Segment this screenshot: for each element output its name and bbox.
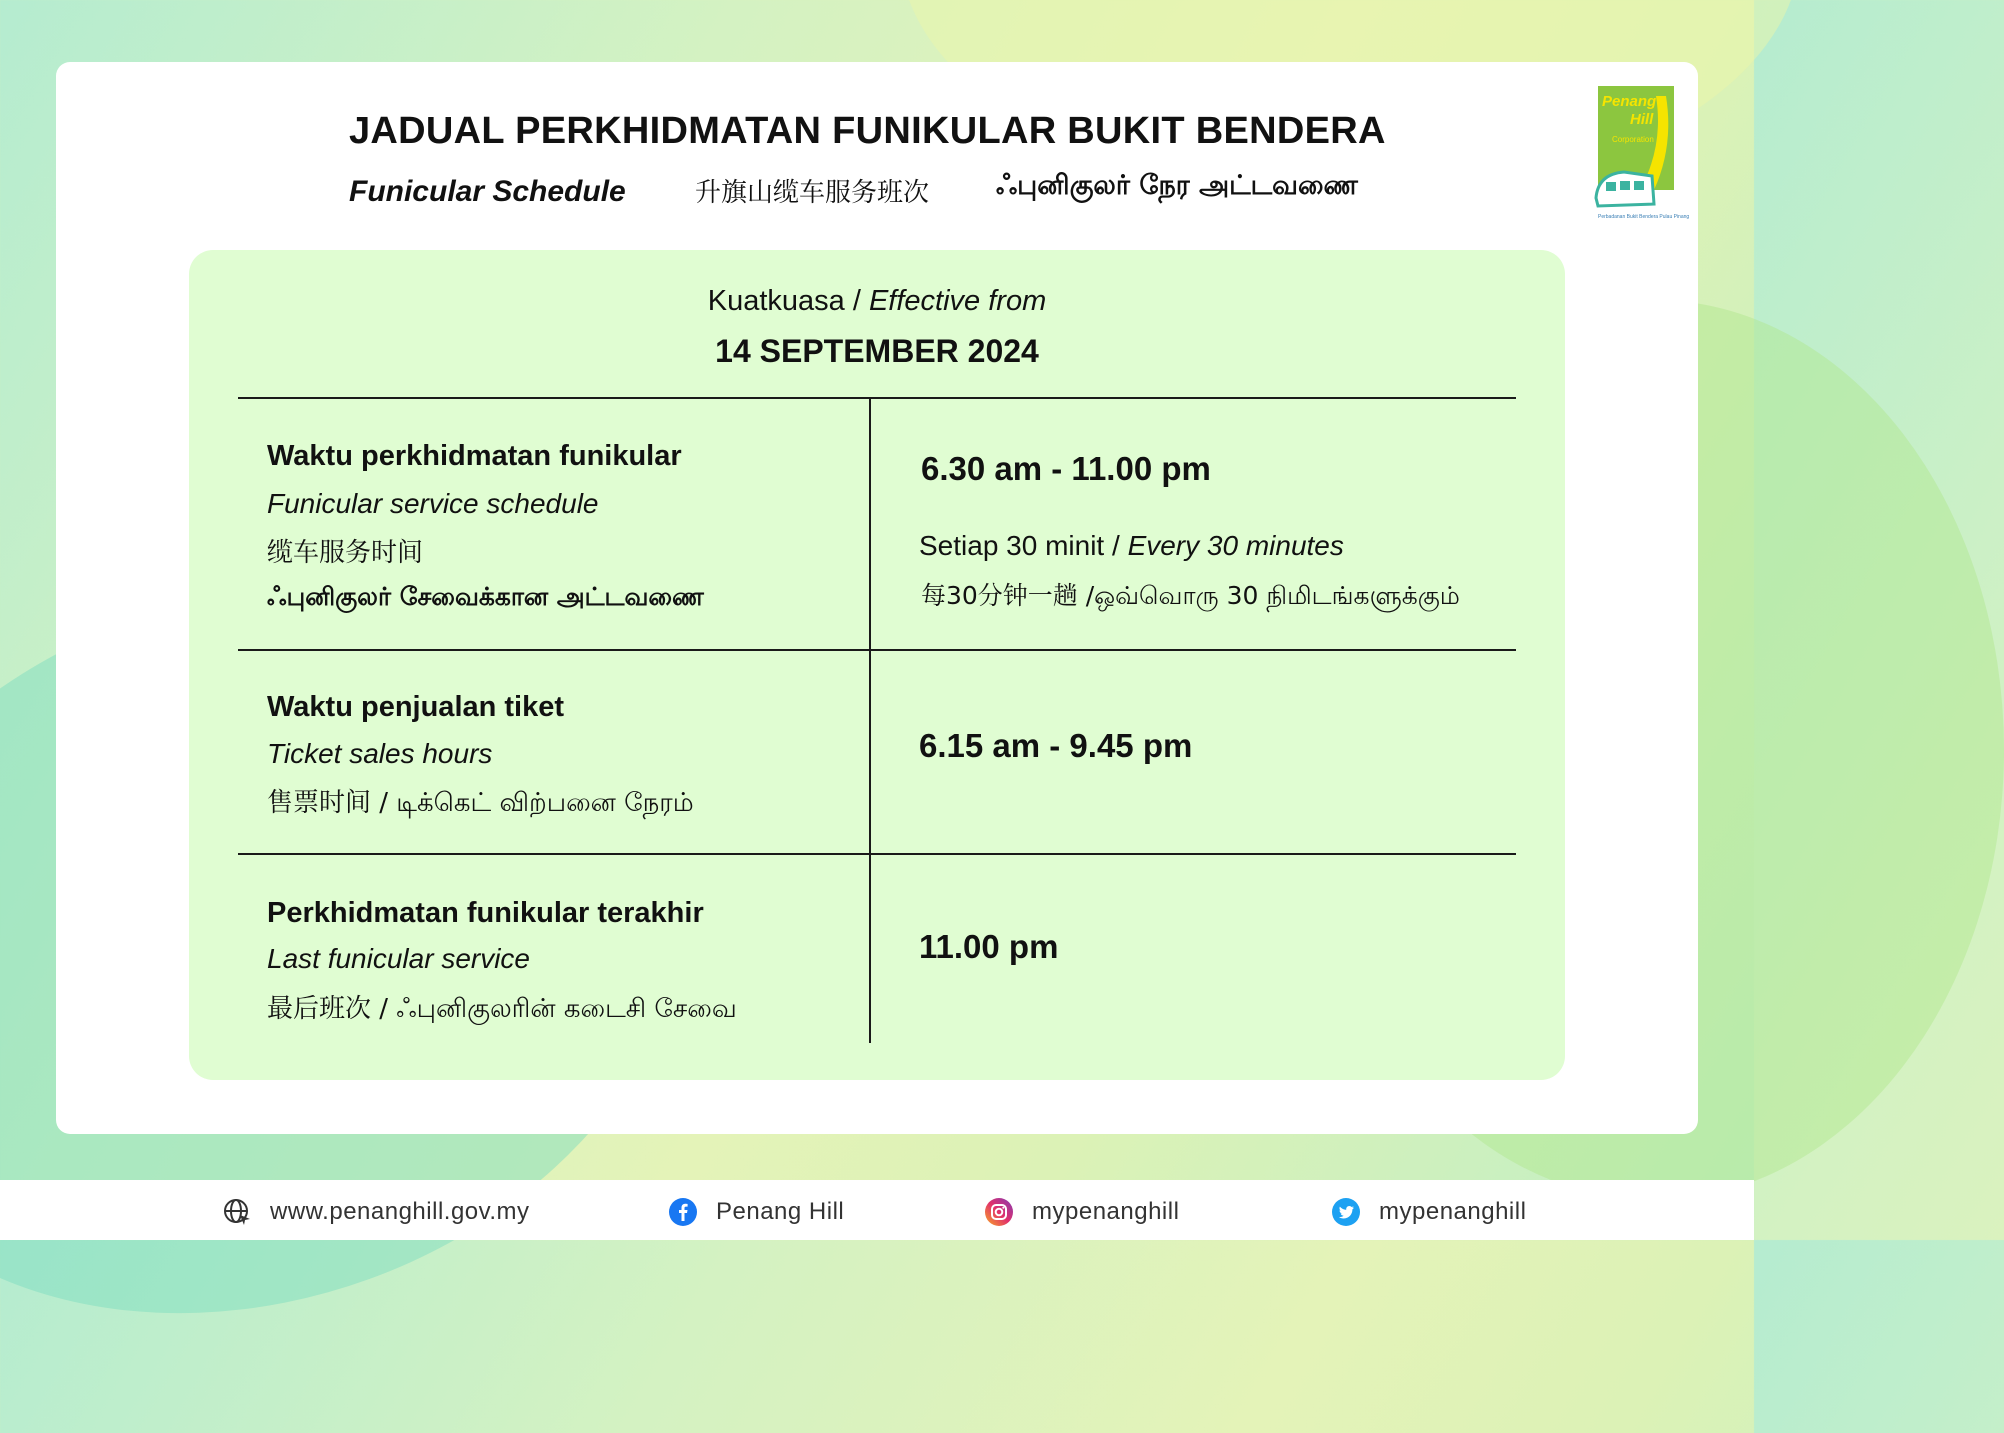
penang-hill-logo [1594,86,1690,222]
logo-text-hill: Hill [1630,111,1654,128]
twitter-link[interactable]: mypenanghill [1379,1198,1527,1225]
logo-text-corporation: Corporation [1612,135,1654,144]
table-divider [238,397,1516,399]
table-column-divider [869,397,871,1043]
effective-date: 14 SEPTEMBER 2024 [715,333,1039,369]
last-service-value: 11.00 pm [919,928,1059,965]
page-title: JADUAL PERKHIDMATAN FUNIKULAR BUKIT BENDERA [349,110,1386,152]
row-label-chinese-tamil: 售票时间 / டிக்கெட் விற்பனை நேரம் [267,788,694,818]
row-label-malay: Waktu penjualan tiket [267,691,565,723]
row-label-chinese: 缆车服务时间 [267,538,424,568]
footer-twitter[interactable] [1331,1196,1526,1228]
facebook-icon [668,1197,698,1227]
subtitle-english: Funicular Schedule [349,175,626,208]
frequency-malay: Setiap 30 minit / [919,530,1128,561]
subtitle-chinese: 升旗山缆车服务班次 [695,178,930,208]
effective-label [0,285,1754,318]
frequency-english: Every 30 minutes [1127,530,1344,561]
logo-text-perbadanan: Perbadanan Bukit Bendera Pulau Pinang [1598,214,1690,220]
logo-text-penang: Penang [1602,93,1657,110]
row-label-malay: Waktu perkhidmatan funikular [267,440,682,472]
instagram-icon [984,1197,1014,1227]
frequency-chinese-tamil: 每30分钟一趟 /ஒவ்வொரு 30 நிமிடங்களுக்கும் [921,581,1460,610]
ticket-hours-value: 6.15 am - 9.45 pm [919,727,1193,764]
instagram-link[interactable]: mypenanghill [1032,1198,1180,1225]
row-label-english: Last funicular service [267,943,531,974]
globe-icon [222,1197,252,1227]
row-label-tamil: ஃபுனிகுலர் சேவைக்கான அட்டவணை [267,582,704,611]
footer-website[interactable] [222,1196,530,1228]
table-divider [238,853,1516,855]
row-label-chinese-tamil: 最后班次 / ஃபுனிகுலரின் கடைசி சேவை [267,994,737,1024]
footer-instagram[interactable] [984,1196,1179,1228]
row-label-malay: Perkhidmatan funikular terakhir [267,897,704,929]
row-label-english: Funicular service schedule [267,488,599,519]
frequency-text [919,530,1344,562]
twitter-icon [1331,1197,1361,1227]
website-link[interactable]: www.penanghill.gov.my [270,1198,530,1225]
table-divider [238,649,1516,651]
subtitle-tamil: ஃபுனிகுலர் நேர அட்டவணை [996,170,1358,201]
effective-label-en: Effective from [868,285,1047,317]
footer-facebook[interactable] [668,1196,844,1228]
effective-label-ms: Kuatkuasa / [707,285,869,317]
facebook-link[interactable]: Penang Hill [716,1198,845,1225]
service-hours-value: 6.30 am - 11.00 pm [921,450,1211,487]
row-label-english: Ticket sales hours [267,738,493,769]
